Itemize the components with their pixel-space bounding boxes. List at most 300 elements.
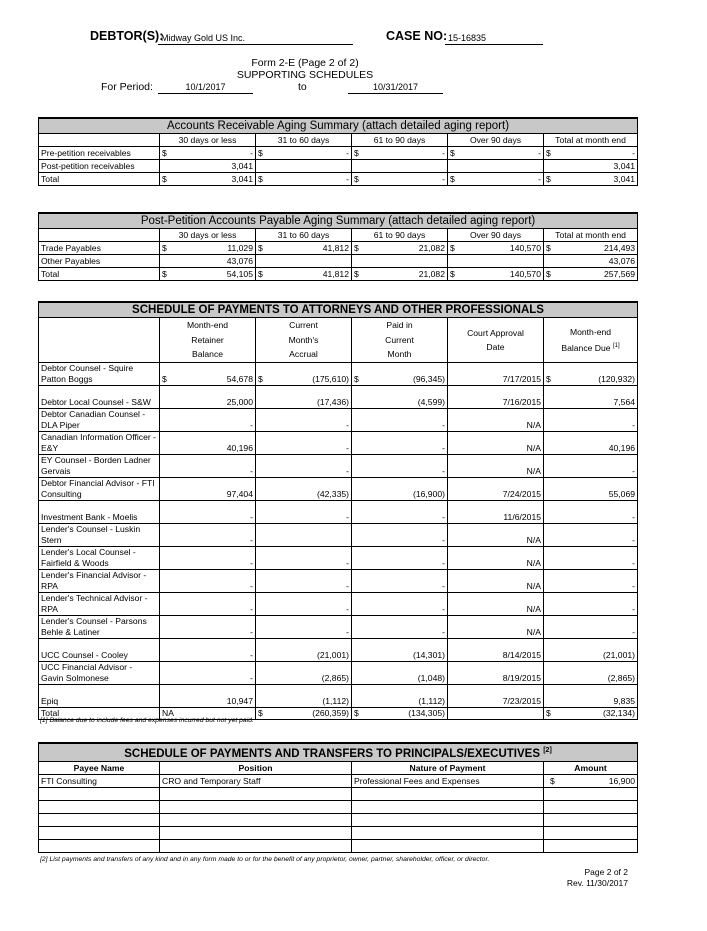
paid-cell <box>352 363 448 386</box>
accrual-cell <box>256 708 352 720</box>
ap-cell <box>448 242 544 255</box>
paid-cell-wrap <box>354 581 445 592</box>
amount-value: - <box>346 558 349 568</box>
ar-cell <box>544 173 638 186</box>
ap-cell-wrap <box>354 242 445 254</box>
amount-value: - <box>250 558 253 568</box>
ar-col-header: 30 days or less <box>160 134 256 147</box>
currency-symbol: $ <box>162 269 167 279</box>
amount-value: - <box>632 466 636 476</box>
ap-row <box>39 255 638 268</box>
professional-name: Canadian Information Officer - E&Y <box>39 432 160 455</box>
balance-cell-wrap <box>546 650 635 661</box>
ap-col-header: 31 to 60 days <box>256 229 352 242</box>
balance-cell-wrap <box>546 673 635 684</box>
amount-value: - <box>250 512 253 522</box>
amount-value: (260,359) <box>312 708 349 718</box>
currency-symbol: $ <box>258 269 263 279</box>
ar-cell <box>256 147 352 160</box>
accrual-cell <box>256 662 352 685</box>
accrual-cell-wrap <box>258 558 349 569</box>
ar-row <box>39 173 638 186</box>
ar-row <box>39 147 638 160</box>
ar-col-header: 61 to 90 days <box>352 134 448 147</box>
ar-cell <box>160 147 256 160</box>
professional-row <box>39 363 638 386</box>
amount-value: 7,564 <box>613 397 636 407</box>
ar-cell <box>448 147 544 160</box>
currency-symbol: $ <box>546 269 551 279</box>
amount-value: (32,134) <box>603 708 636 718</box>
professional-name: Lender's Local Counsel - Fairfield & Woods <box>39 547 160 570</box>
ar-cell-wrap <box>546 160 635 172</box>
principal-row <box>39 787 638 800</box>
amount-value: 3,041 <box>231 174 253 184</box>
accrual-cell-wrap <box>258 374 349 385</box>
paid-cell <box>352 708 448 720</box>
court-date: 7/23/2015 <box>448 685 544 708</box>
ar-cell-wrap <box>546 147 635 159</box>
currency-symbol: $ <box>354 174 359 184</box>
court-date: 7/24/2015 <box>448 478 544 501</box>
currency-symbol: $ <box>162 243 167 253</box>
case-value: 15-16835 <box>445 32 543 45</box>
paid-cell-wrap <box>354 512 445 523</box>
amount-value: - <box>346 512 349 522</box>
paid-cell-wrap <box>354 673 445 684</box>
payee-name <box>39 813 160 826</box>
retainer-cell-wrap <box>162 466 253 477</box>
currency-symbol: $ <box>162 174 167 184</box>
professional-row <box>39 547 638 570</box>
ar-cell-wrap <box>354 173 445 185</box>
retainer-cell <box>160 478 256 501</box>
amount-value: (120,932) <box>598 374 636 384</box>
balance-cell-wrap <box>546 627 635 638</box>
amount-value: 54,105 <box>226 269 253 279</box>
period-label: For Period: <box>101 81 153 93</box>
amount-value: (1,112) <box>418 696 445 706</box>
retainer-cell <box>160 685 256 708</box>
amount-value: - <box>442 466 445 476</box>
retainer-cell <box>160 639 256 662</box>
payee-position <box>160 787 352 800</box>
amount-value: - <box>346 148 349 158</box>
amount-value: 43,076 <box>608 256 636 266</box>
payee-position <box>160 813 352 826</box>
paid-cell <box>352 547 448 570</box>
balance-cell-wrap <box>546 708 635 719</box>
ar-cell <box>544 160 638 173</box>
principals-col-header: Nature of Payment <box>352 761 544 774</box>
ap-cell-wrap <box>450 268 541 280</box>
balance-cell-wrap <box>546 489 635 500</box>
retainer-cell-wrap <box>162 604 253 615</box>
paid-cell-wrap <box>354 604 445 615</box>
ap-cell-wrap <box>450 242 541 254</box>
currency-symbol: $ <box>354 148 359 158</box>
currency-symbol: $ <box>546 243 551 253</box>
paid-cell <box>352 524 448 547</box>
period-from: 10/1/2017 <box>158 81 253 94</box>
ar-cell <box>448 160 544 173</box>
ar-row-label: Post-petition receivables <box>39 160 160 173</box>
currency-symbol: $ <box>450 148 455 158</box>
professional-name: Investment Bank - Moelis <box>39 501 160 524</box>
amount-value: - <box>442 420 445 430</box>
amount-value: 41,812 <box>322 243 349 253</box>
professional-name: Debtor Canadian Counsel - DLA Piper <box>39 409 160 432</box>
amount-value: - <box>250 420 253 430</box>
balance-cell-wrap <box>546 512 635 523</box>
ap-aging-table <box>38 212 638 281</box>
amount-value: 140,570 <box>509 269 541 279</box>
currency-symbol: $ <box>258 243 263 253</box>
professional-name: Lender's Counsel - Parsons Behle & Latiner <box>39 616 160 639</box>
amount-value: (21,001) <box>316 650 349 660</box>
accrual-cell-wrap <box>258 650 349 661</box>
accrual-cell <box>256 616 352 639</box>
balance-cell <box>544 478 638 501</box>
amount-value: (2,865) <box>607 673 636 683</box>
accrual-cell <box>256 386 352 409</box>
balance-cell-wrap <box>546 397 635 408</box>
court-date: N/A <box>448 616 544 639</box>
amount-value: - <box>632 148 636 158</box>
currency-symbol: $ <box>546 374 551 384</box>
currency-symbol: $ <box>450 174 455 184</box>
amount-value: - <box>250 581 253 591</box>
accrual-cell <box>256 524 352 547</box>
court-date: 7/17/2015 <box>448 363 544 386</box>
currency-symbol: $ <box>258 174 263 184</box>
ap-col-header: 30 days or less <box>160 229 256 242</box>
retainer-cell-wrap <box>162 489 253 500</box>
accrual-cell <box>256 593 352 616</box>
professional-name: Lender's Financial Advisor - RPA <box>39 570 160 593</box>
ap-row-label: Other Payables <box>39 255 160 268</box>
amount-value: 10,947 <box>226 696 253 706</box>
ap-col-header: Total at month end <box>544 229 638 242</box>
payment-nature <box>352 826 544 839</box>
ar-cell-wrap <box>162 173 253 185</box>
payee-name <box>39 800 160 813</box>
principals-title: SCHEDULE OF PAYMENTS AND TRANSFERS TO PRINCIPALS/EXECUTIVES [2] <box>39 743 638 761</box>
paid-cell-wrap <box>354 374 445 385</box>
accrual-cell-wrap <box>258 512 349 523</box>
ap-cell <box>256 268 352 281</box>
amount-value: 55,069 <box>608 489 636 499</box>
ap-cell <box>256 242 352 255</box>
col-accrual: Current Month's Accrual <box>256 318 352 363</box>
retainer-cell <box>160 662 256 685</box>
paid-cell-wrap <box>354 397 445 408</box>
ar-row-label: Total <box>39 173 160 186</box>
amount-value: - <box>442 604 445 614</box>
balance-cell <box>544 409 638 432</box>
professional-name: Debtor Financial Advisor - FTI Consulting <box>39 478 160 501</box>
ap-cell-wrap <box>162 255 253 267</box>
professional-name: Debtor Counsel - Squire Patton Boggs <box>39 363 160 386</box>
accrual-cell-wrap <box>258 397 349 408</box>
currency-symbol: $ <box>546 148 551 158</box>
retainer-cell-wrap <box>162 420 253 431</box>
principal-row <box>39 839 638 852</box>
ar-cell <box>448 173 544 186</box>
principal-row <box>39 813 638 826</box>
retainer-cell <box>160 363 256 386</box>
professional-row <box>39 501 638 524</box>
principal-row <box>39 800 638 813</box>
amount-cell-wrap <box>546 775 635 787</box>
payment-nature <box>352 800 544 813</box>
amount-value: (21,001) <box>603 650 636 660</box>
professional-name: EY Counsel - Borden Ladner Gervais <box>39 455 160 478</box>
amount-value: - <box>632 512 636 522</box>
amount-value: 21,082 <box>418 269 445 279</box>
currency-symbol: $ <box>162 148 167 158</box>
ap-cell <box>160 255 256 268</box>
retainer-cell-wrap <box>162 673 253 684</box>
amount-value: 41,812 <box>322 269 349 279</box>
amount-value: - <box>632 604 636 614</box>
amount-value: - <box>538 174 541 184</box>
col-retainer: Month-end Retainer Balance <box>160 318 256 363</box>
ar-cell-wrap <box>546 173 635 185</box>
amount-value: 97,404 <box>226 489 253 499</box>
paid-cell <box>352 409 448 432</box>
amount-value: - <box>538 148 541 158</box>
paid-cell <box>352 616 448 639</box>
ar-cell <box>160 173 256 186</box>
balance-cell <box>544 363 638 386</box>
debtor-label: DEBTOR(S): <box>90 29 164 43</box>
professional-row <box>39 616 638 639</box>
accrual-cell-wrap <box>258 627 349 638</box>
accrual-cell-wrap <box>258 420 349 431</box>
paid-cell-wrap <box>354 535 445 546</box>
paid-cell <box>352 432 448 455</box>
amount-value: - <box>250 148 253 158</box>
amount-value: - <box>442 148 445 158</box>
ar-cell-wrap <box>450 173 541 185</box>
retainer-cell <box>160 386 256 409</box>
ap-cell <box>544 255 638 268</box>
amount-value: 214,493 <box>603 243 636 253</box>
court-date <box>448 708 544 720</box>
court-date: N/A <box>448 570 544 593</box>
retainer-cell-wrap <box>162 627 253 638</box>
amount-value: - <box>346 443 349 453</box>
retainer-cell <box>160 593 256 616</box>
ar-aging-table <box>38 117 638 186</box>
ap-cell <box>352 255 448 268</box>
ap-cell-wrap <box>546 268 635 280</box>
form-title: Form 2-E (Page 2 of 2) <box>251 57 359 69</box>
ar-cell <box>256 173 352 186</box>
ap-cell-wrap <box>162 242 253 254</box>
ap-cell <box>256 255 352 268</box>
balance-cell-wrap <box>546 696 635 707</box>
ar-cell <box>160 160 256 173</box>
professional-row <box>39 593 638 616</box>
accrual-cell <box>256 455 352 478</box>
currency-symbol: $ <box>450 243 455 253</box>
balance-cell <box>544 662 638 685</box>
amount-value: 40,196 <box>608 443 636 453</box>
amount-value: - <box>442 443 445 453</box>
balance-cell <box>544 639 638 662</box>
amount-value: - <box>250 466 253 476</box>
principals-col-header: Position <box>160 761 352 774</box>
amount-cell <box>544 774 638 787</box>
balance-cell <box>544 547 638 570</box>
professionals-table <box>38 301 638 720</box>
payment-nature <box>352 839 544 852</box>
amount-value: - <box>632 558 636 568</box>
amount-value: 3,041 <box>613 161 636 171</box>
court-date: N/A <box>448 409 544 432</box>
professional-name: Lender's Counsel - Luskin Stern <box>39 524 160 547</box>
ar-col-header: Total at month end <box>544 134 638 147</box>
ap-cell <box>544 242 638 255</box>
amount-value: 3,041 <box>231 161 253 171</box>
amount-value: - <box>442 174 445 184</box>
retainer-cell-wrap <box>162 558 253 569</box>
amount-value: - <box>346 604 349 614</box>
balance-cell-wrap <box>546 466 635 477</box>
amount-value: - <box>346 174 349 184</box>
revision-date: Rev. 11/30/2017 <box>566 878 628 888</box>
amount-value: 257,569 <box>603 269 636 279</box>
accrual-cell-wrap <box>258 489 349 500</box>
retainer-cell-wrap <box>162 696 253 707</box>
principal-row <box>39 774 638 787</box>
currency-symbol: $ <box>546 174 551 184</box>
retainer-cell <box>160 524 256 547</box>
amount-cell <box>544 839 638 852</box>
professional-row <box>39 386 638 409</box>
ap-cell-wrap <box>546 255 635 267</box>
paid-cell <box>352 639 448 662</box>
ar-corner <box>39 134 160 147</box>
payee-name <box>39 787 160 800</box>
col-paid: Paid in Current Month <box>352 318 448 363</box>
professionals-footnote: [1] Balance due to include fees and expenses incurred but not yet paid. <box>40 717 254 724</box>
paid-cell-wrap <box>354 708 445 719</box>
amount-value: (96,345) <box>412 374 445 384</box>
amount-value: - <box>250 604 253 614</box>
debtor-value: Midway Gold US Inc. <box>158 32 353 45</box>
amount-value: - <box>632 535 636 545</box>
principal-row <box>39 826 638 839</box>
ap-row <box>39 268 638 281</box>
professional-name: Lender's Technical Advisor - RPA <box>39 593 160 616</box>
ap-title: Post-Petition Accounts Payable Aging Summary (attach detailed aging report) <box>39 213 638 229</box>
page-number: Page 2 of 2 <box>584 867 628 877</box>
retainer-cell <box>160 501 256 524</box>
paid-cell <box>352 386 448 409</box>
balance-cell <box>544 386 638 409</box>
professional-name: UCC Financial Advisor - Gavin Solmonese <box>39 662 160 685</box>
amount-value: - <box>632 581 636 591</box>
ap-cell <box>352 268 448 281</box>
ar-cell-wrap <box>354 147 445 159</box>
ap-row-label: Total <box>39 268 160 281</box>
currency-symbol: $ <box>258 148 263 158</box>
retainer-cell-wrap <box>162 443 253 454</box>
currency-symbol: $ <box>354 243 359 253</box>
professional-row <box>39 570 638 593</box>
court-date: 7/16/2015 <box>448 386 544 409</box>
professional-name: Total <box>39 708 160 720</box>
paid-cell <box>352 455 448 478</box>
accrual-cell-wrap <box>258 443 349 454</box>
accrual-cell-wrap <box>258 604 349 615</box>
balance-cell-wrap <box>546 420 635 431</box>
court-date: N/A <box>448 547 544 570</box>
principals-table <box>38 742 638 853</box>
ap-cell-wrap <box>162 268 253 280</box>
amount-value: (1,112) <box>322 696 349 706</box>
accrual-cell <box>256 432 352 455</box>
form-subtitle: SUPPORTING SCHEDULES <box>236 69 374 81</box>
amount-value: 11,029 <box>227 243 253 253</box>
payee-position <box>160 839 352 852</box>
amount-value: - <box>442 558 445 568</box>
retainer-cell <box>160 547 256 570</box>
accrual-cell <box>256 478 352 501</box>
payee-position: CRO and Temporary Staff <box>160 774 352 787</box>
ap-cell <box>544 268 638 281</box>
payment-nature: Professional Fees and Expenses <box>352 774 544 787</box>
amount-cell <box>544 800 638 813</box>
court-date: 8/19/2015 <box>448 662 544 685</box>
principals-col-header: Payee Name <box>39 761 160 774</box>
payee-name: FTI Consulting <box>39 774 160 787</box>
payee-position <box>160 800 352 813</box>
balance-cell <box>544 616 638 639</box>
paid-cell <box>352 570 448 593</box>
amount-value: - <box>442 581 445 591</box>
accrual-cell <box>256 409 352 432</box>
ar-cell-wrap <box>162 160 253 172</box>
professional-name: Debtor Local Counsel - S&W <box>39 386 160 409</box>
ap-cell <box>448 255 544 268</box>
amount-value: - <box>632 420 636 430</box>
amount-value: - <box>250 627 253 637</box>
retainer-cell <box>160 432 256 455</box>
amount-value: - <box>250 535 253 545</box>
retainer-cell <box>160 409 256 432</box>
retainer-cell <box>160 570 256 593</box>
currency-symbol: $ <box>450 269 455 279</box>
ar-col-header: Over 90 days <box>448 134 544 147</box>
currency-symbol: $ <box>258 374 263 384</box>
ar-cell-wrap <box>450 147 541 159</box>
ap-row <box>39 242 638 255</box>
ap-col-header: Over 90 days <box>448 229 544 242</box>
retainer-cell-wrap <box>162 535 253 546</box>
currency-symbol: NA <box>162 708 174 718</box>
ar-cell-wrap <box>258 147 349 159</box>
col-balance: Month-end Balance Due [1] <box>544 318 638 363</box>
accrual-cell-wrap <box>258 466 349 477</box>
ap-col-header: 61 to 90 days <box>352 229 448 242</box>
retainer-cell-wrap <box>162 374 253 385</box>
professional-name: Epiq <box>39 685 160 708</box>
period-to: 10/31/2017 <box>348 81 443 94</box>
